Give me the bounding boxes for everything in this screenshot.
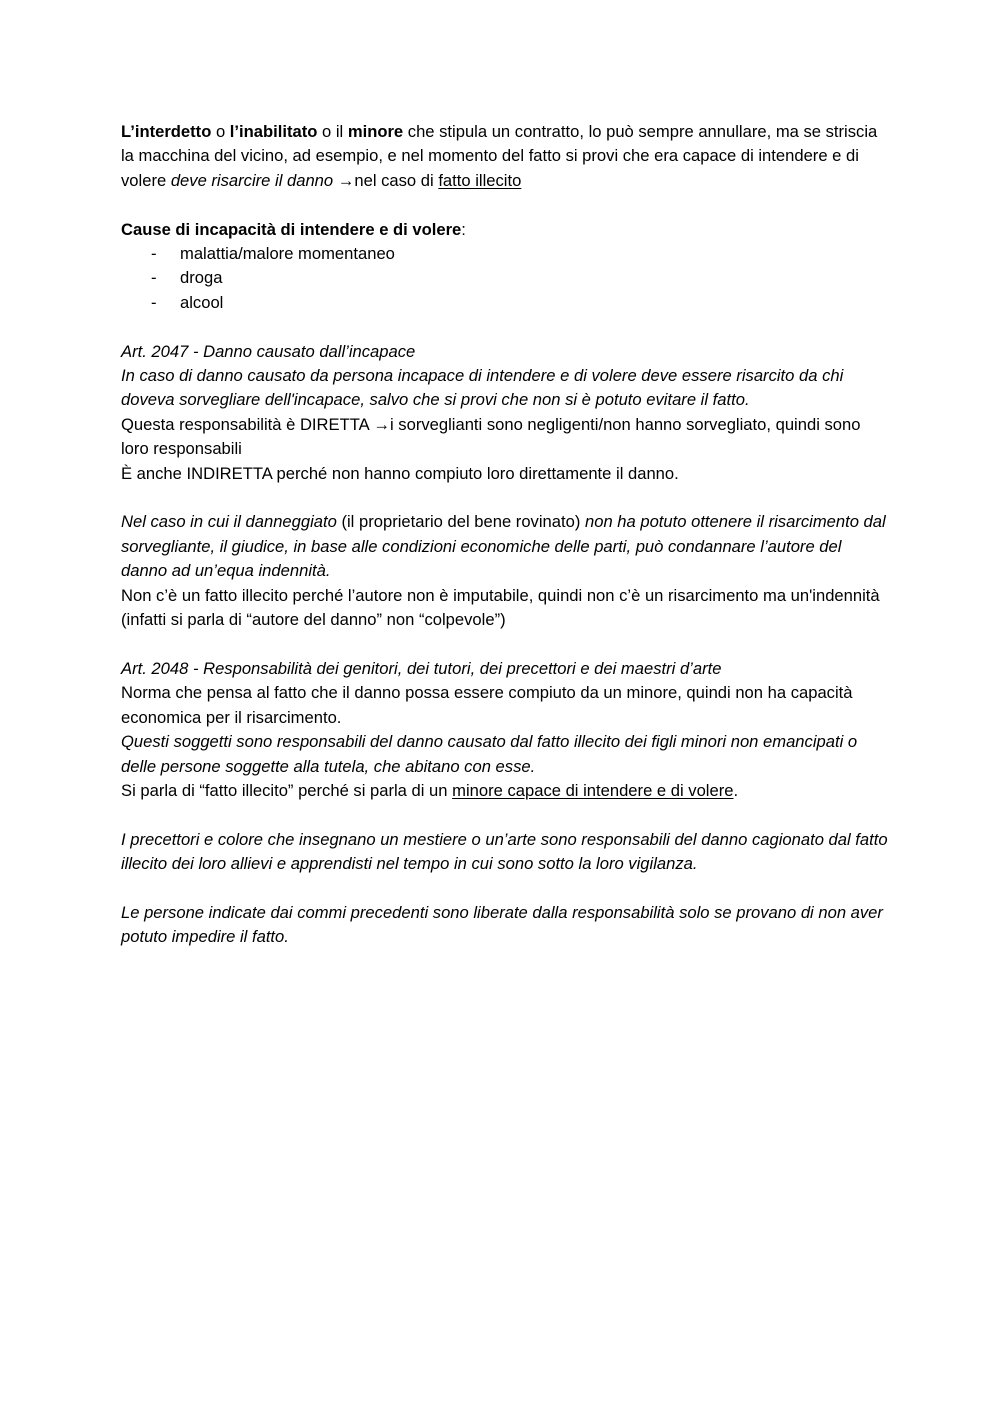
spacer — [121, 632, 891, 656]
list-item: - alcool — [121, 291, 891, 315]
causes-heading: Cause di incapacità di intendere e di volere: — [121, 219, 466, 239]
art2047-title: Art. 2047 - Danno causato dall’incapace — [121, 341, 416, 361]
causes-list — [121, 242, 891, 315]
underlined-minore-capace: minore capace di intendere e di volere — [452, 780, 734, 800]
spacer — [121, 193, 891, 217]
spacer — [121, 315, 891, 339]
spacer — [121, 803, 891, 827]
document-page — [121, 120, 891, 950]
term-inabilitato: l’inabilitato — [229, 122, 318, 141]
art2047-indirect: È anche INDIRETTA perché non hanno compiuto loro direttamente il danno. — [121, 463, 679, 483]
term-interdetto: L’interdetto — [121, 122, 212, 141]
liberation-paragraph: Le persone indicate dai commi precedenti sono liberate dalla responsabilità solo se provano di non aver potuto impedire il fatto. — [121, 902, 883, 947]
spacer — [121, 486, 891, 510]
underlined-fatto-illecito: fatto illecito — [438, 170, 522, 190]
art2047-direct: Questa responsabilità è DIRETTA →i sorveglianti sono negligenti/non hanno sorvegliato, quindi sono loro responsabili — [121, 414, 861, 459]
teachers-paragraph: I precettori e colore che insegnano un mestiere o un’arte sono responsabili del danno cagionato dal fatto illecito dei loro allievi e apprendisti nel tempo in cui sono sotto la loro vigilanza. — [121, 829, 888, 874]
dash-bullet: - — [151, 268, 157, 288]
intro-paragraph: L’interdetto o l’inabilitato o il minore che stipula un contratto, lo può sempre annullare, ma se striscia la macchina del vicino, ad esempio, e nel momento del fatto si provi che era capace di intendere e di volere deve risarcire il danno →nel caso di fatto illecito — [121, 122, 878, 190]
damage-paragraph: Nel caso in cui il danneggiato (il proprietario del bene rovinato) non ha potuto ottenere il risarcimento dal sorvegliante, il giudice, in base alle condizioni economiche delle parti, può condannare l’autore del danno ad un’equa indennità. — [121, 512, 886, 581]
art2047-quote: In caso di danno causato da persona incapace di intendere e di volere deve essere risarcito da chi doveva sorvegliare dell'incapace, salvo che si provi che non si è potuto evitare il fatto. — [121, 366, 844, 410]
art2048-fatto-illecito: Si parla di “fatto illecito” perché si parla di un minore capace di intendere e di volere. — [121, 780, 739, 800]
art2048-norm: Norma che pensa al fatto che il danno possa essere compiuto da un minore, quindi non ha capacità economica per il risarcimento. — [121, 683, 853, 727]
dash-bullet: - — [151, 244, 157, 264]
art2048-title: Art. 2048 - Responsabilità dei genitori, dei tutori, dei precettori e dei maestri d’arte — [121, 658, 722, 678]
art2048-quote: Questi soggetti sono responsabili del danno causato dal fatto illecito dei figli minori non emancipati o delle persone soggette alla tutela, che abitano con esse. — [121, 732, 858, 776]
damage-explanation: Non c’è un fatto illecito perché l’autore non è imputabile, quindi non c’è un risarcimento ma un'indennità (infatti si parla di “autore del danno” non “colpevole”) — [121, 585, 880, 630]
dash-bullet: - — [151, 292, 157, 312]
list-item: - droga — [121, 266, 891, 290]
emphasis-risarcire: deve risarcire il danno — [170, 170, 334, 190]
spacer — [121, 877, 891, 901]
term-minore: minore — [347, 122, 404, 141]
list-item: - malattia/malore momentaneo — [121, 242, 891, 266]
